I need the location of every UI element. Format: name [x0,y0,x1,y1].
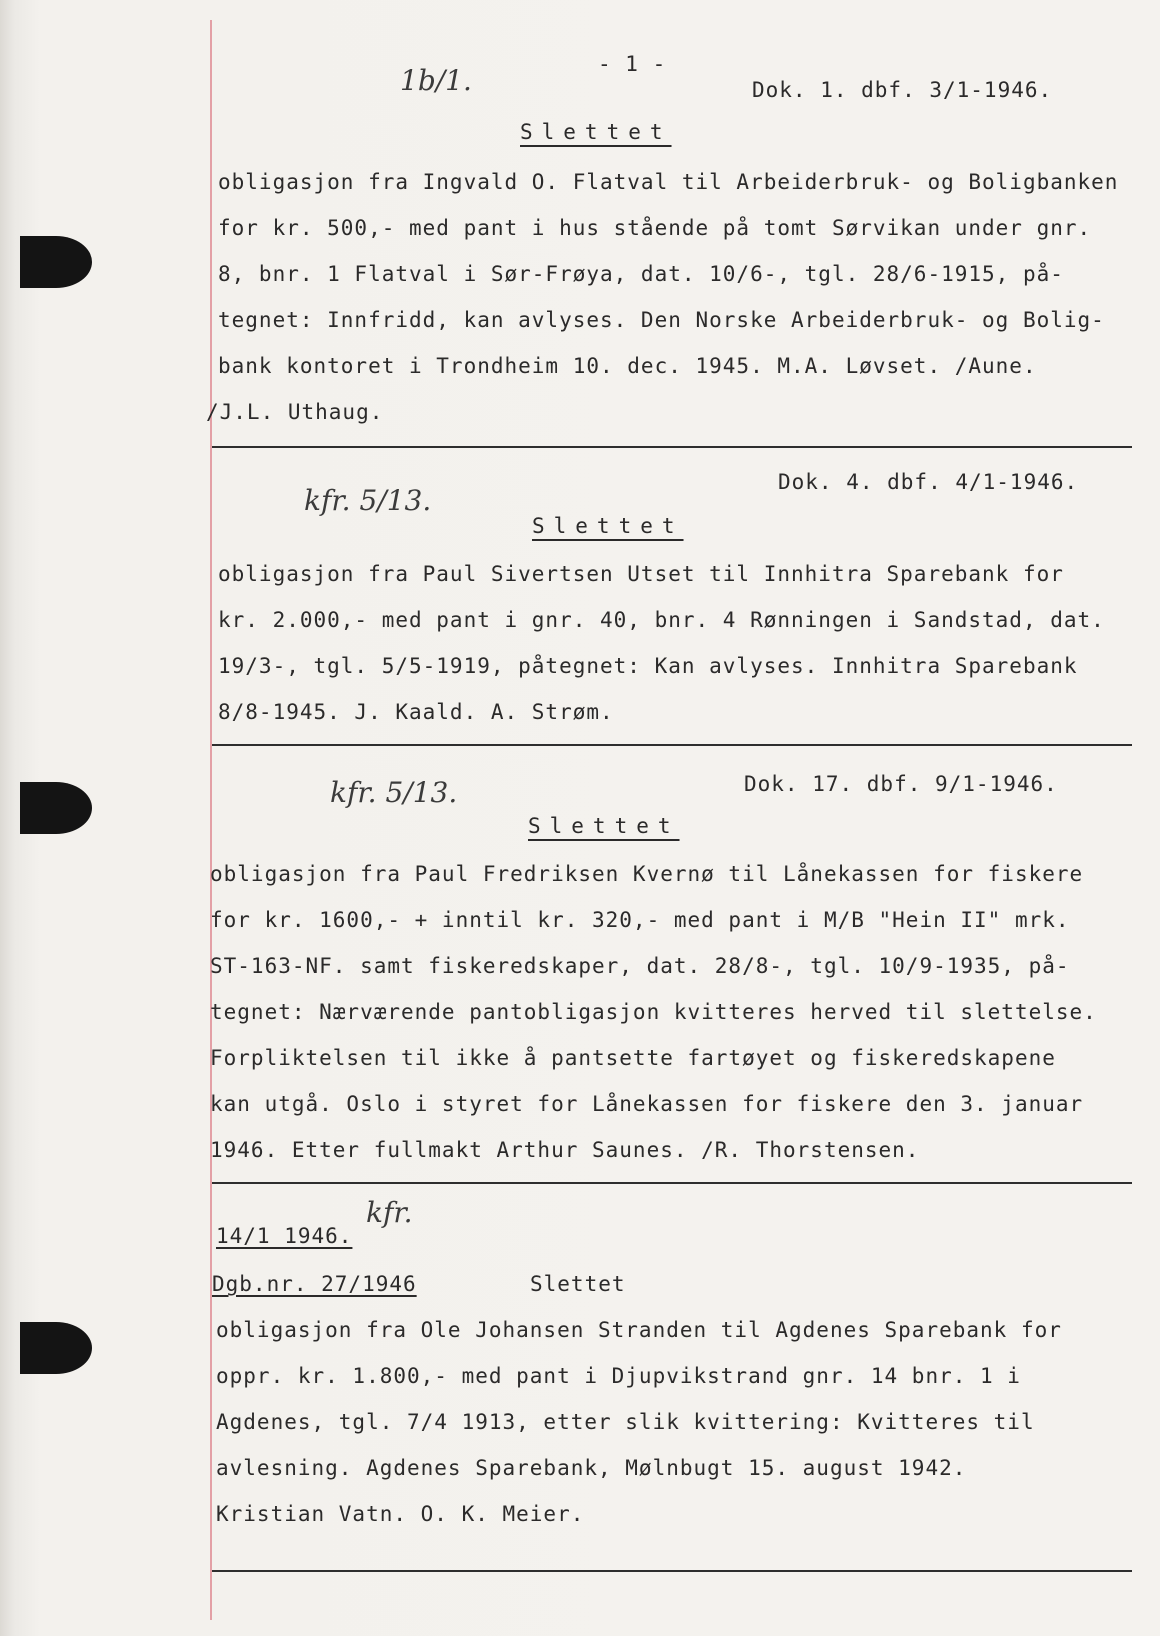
entry-line: for kr. 500,- med pant i hus stående på tomt Sørvikan under gnr. [218,216,1092,240]
handwritten-mark: kfr. [366,1196,413,1229]
handwritten-mark: 1b/1. [400,64,472,97]
document-ref: Dok. 17. dbf. 9/1-1946. [744,772,1058,796]
entry-date: 14/1 1946. [216,1224,353,1248]
entry-line: 8/8-1945. J. Kaald. A. Strøm. [218,700,614,724]
entry-line: obligasjon fra Paul Sivertsen Utset til Innhitra Sparebank for [218,562,1064,586]
punch-hole-bottom [20,1322,92,1374]
entry-heading: Slettet [528,814,680,838]
entry-divider [212,1182,1132,1184]
entry-line: for kr. 1600,- + inntil kr. 320,- med pant i M/B "Hein II" mrk. [210,908,1070,932]
entry-divider [212,1570,1132,1572]
margin-line [210,20,212,1620]
entry-line: Kristian Vatn. O. K. Meier. [216,1502,585,1526]
entry-line: bank kontoret i Trondheim 10. dec. 1945. M.A. Løvset. /Aune. [218,354,1037,378]
entry-line: tegnet: Innfridd, kan avlyses. Den Norske Arbeiderbruk- og Bolig- [218,308,1105,332]
dagbok-number: Dgb.nr. 27/1946 [212,1272,417,1296]
entry-line: kr. 2.000,- med pant i gnr. 40, bnr. 4 Rønningen i Sandstad, dat. [218,608,1105,632]
document-ref: Dok. 1. dbf. 3/1-1946. [752,78,1053,102]
entry-line: obligasjon fra Ole Johansen Stranden til Agdenes Sparebank for [216,1318,1062,1342]
page-number: - 1 - [598,52,667,76]
punch-hole-top [20,236,92,288]
entry-line: 1946. Etter fullmakt Arthur Saunes. /R. Thorstensen. [210,1138,920,1162]
punch-hole-middle [20,782,92,834]
entry-line: Agdenes, tgl. 7/4 1913, etter slik kvittering: Kvitteres til [216,1410,1035,1434]
entry-line: 8, bnr. 1 Flatval i Sør-Frøya, dat. 10/6-, tgl. 28/6-1915, på- [218,262,1064,286]
entry-heading: Slettet [530,1272,626,1296]
entry-line: ST-163-NF. samt fiskeredskaper, dat. 28/8-, tgl. 10/9-1935, på- [210,954,1070,978]
entry-heading: Slettet [532,514,684,538]
entry-line: avlesning. Agdenes Sparebank, Mølnbugt 15. august 1942. [216,1456,967,1480]
entry-line: /J.L. Uthaug. [206,400,384,424]
entry-line: 19/3-, tgl. 5/5-1919, påtegnet: Kan avlyses. Innhitra Sparebank [218,654,1078,678]
entry-line: obligasjon fra Paul Fredriksen Kvernø til Lånekassen for fiskere [210,862,1084,886]
document-ref: Dok. 4. dbf. 4/1-1946. [778,470,1079,494]
entry-line: Forpliktelsen til ikke å pantsette fartøyet og fiskeredskapene [210,1046,1056,1070]
entry-line: tegnet: Nærværende pantobligasjon kvitteres herved til slettelse. [210,1000,1097,1024]
entry-line: oppr. kr. 1.800,- med pant i Djupvikstrand gnr. 14 bnr. 1 i [216,1364,1021,1388]
entry-line: obligasjon fra Ingvald O. Flatval til Arbeiderbruk- og Boligbanken [218,170,1119,194]
entry-heading: Slettet [520,120,672,144]
entry-divider [212,446,1132,448]
entry-line: kan utgå. Oslo i styret for Lånekassen for fiskere den 3. januar [210,1092,1084,1116]
entry-divider [212,744,1132,746]
handwritten-mark: kfr. 5/13. [330,776,458,809]
handwritten-mark: kfr. 5/13. [304,484,432,517]
